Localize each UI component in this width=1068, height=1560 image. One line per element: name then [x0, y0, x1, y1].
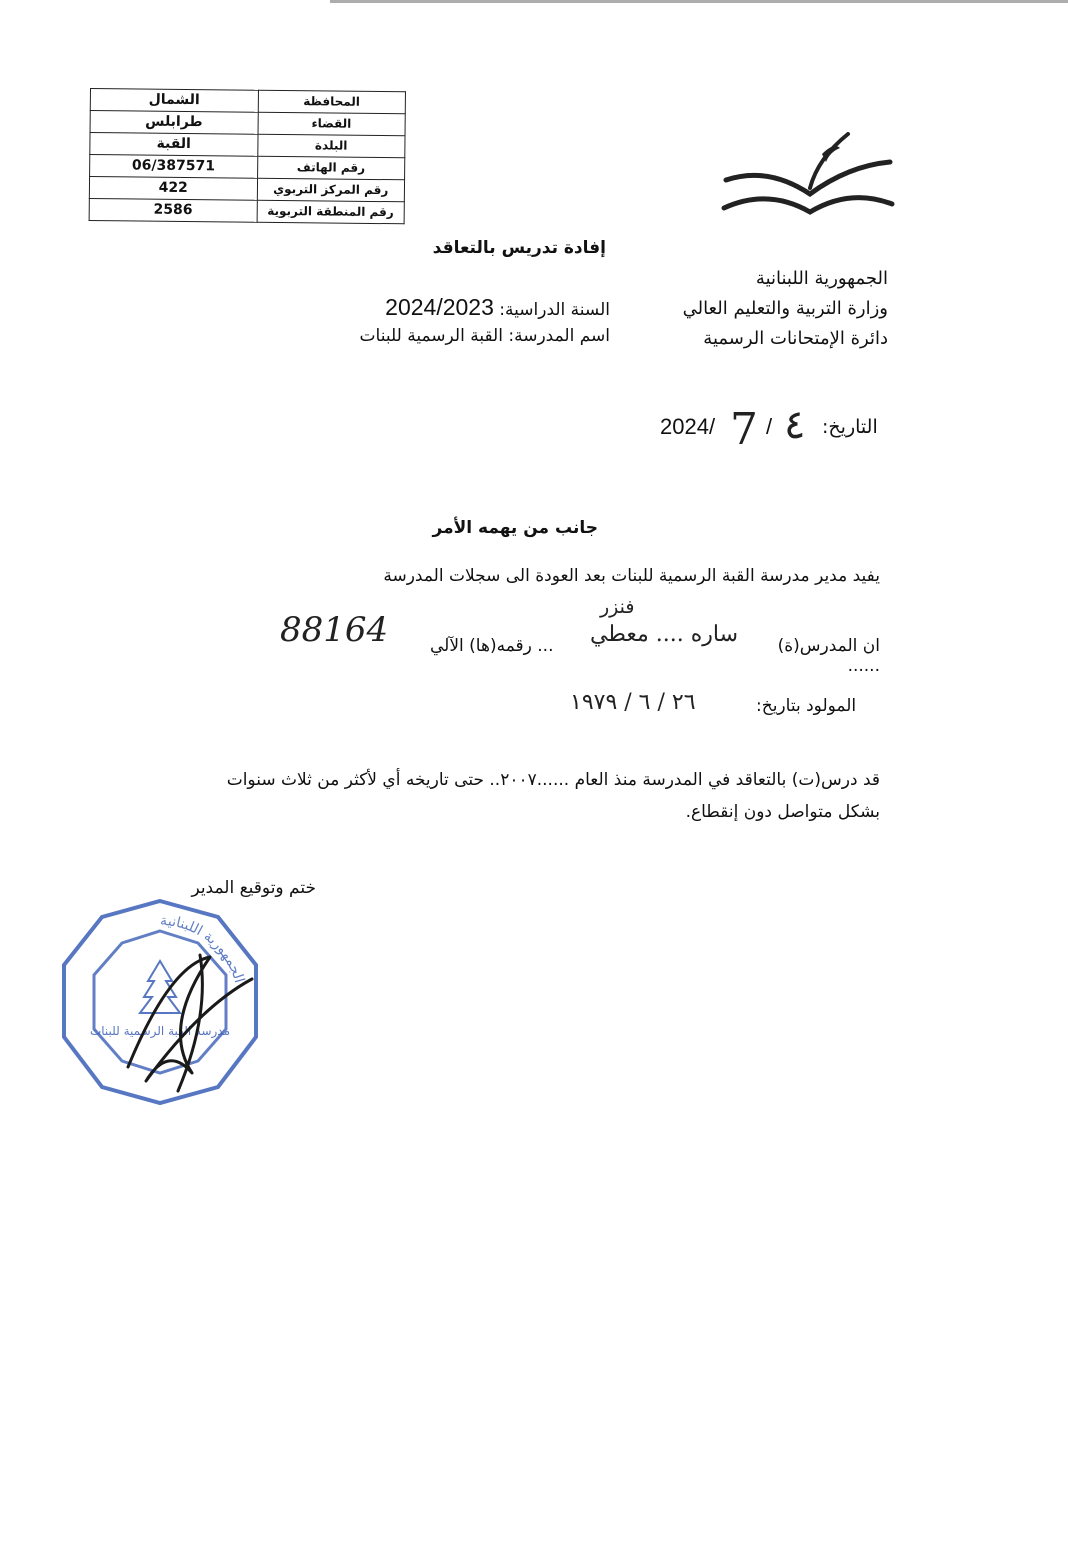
government-header — [620, 264, 888, 354]
date-day-handwritten: ٤ — [784, 402, 806, 448]
school-year-line — [300, 294, 610, 321]
table-label: البلدة — [257, 134, 405, 158]
teacher-name-extra-handwritten: فنزر — [600, 596, 635, 618]
teacher-name-handwritten: ساره .... معطي — [590, 622, 739, 647]
date-separator: / — [766, 414, 773, 439]
teacher-line — [280, 596, 880, 676]
republic-name: الجمهورية اللبنانية — [755, 268, 888, 289]
teacher-number-label: ... رقمه(ها) الآلي — [430, 636, 554, 656]
taught-line-2: بشكل متواصل دون إنقطاع. — [685, 802, 880, 822]
department-name: دائرة الإمتحانات الرسمية — [703, 328, 888, 349]
table-value: 06/387571 — [90, 155, 258, 179]
school-name-label: اسم المدرسة: — [508, 326, 610, 346]
scan-top-edge — [330, 0, 1068, 3]
school-name-line — [300, 326, 610, 346]
document-title: إفادة تدريس بالتعاقد — [432, 238, 606, 258]
date-line — [660, 402, 890, 466]
table-label: القضاء — [258, 112, 406, 136]
open-book-quill-icon — [718, 128, 896, 224]
table-label: رقم الهاتف — [257, 156, 405, 180]
date-month-handwritten: 7 — [730, 404, 758, 455]
teacher-prefix: ان المدرس(ة) ...... — [777, 636, 880, 676]
table-row — [90, 155, 405, 180]
salutation: جانب من يهمه الأمر — [432, 518, 598, 538]
table-label: المحافظة — [258, 90, 406, 114]
official-stamp-icon — [50, 895, 270, 1110]
school-name-value: القبة الرسمية للبنات — [359, 326, 503, 346]
ministry-name: وزارة التربية والتعليم العالي — [682, 298, 888, 319]
table-value: 2586 — [89, 198, 257, 222]
date-year: 2024/ — [660, 414, 716, 439]
signature-label: ختم وتوقيع المدير — [191, 878, 316, 898]
birth-line — [560, 690, 880, 730]
school-year-value: 2024/2023 — [385, 294, 494, 320]
birth-date-handwritten: ٢٦ / ٦ / ١٩٧٩ — [570, 690, 696, 715]
date-label: التاريخ: — [822, 416, 878, 438]
table-label: رقم المركز التربوي — [257, 178, 405, 202]
table-row — [89, 198, 404, 223]
stamp-ring-text: الجمهورية اللبنانية — [159, 912, 248, 985]
birth-label: المولود بتاريخ: — [756, 696, 857, 716]
table-value: القبة — [90, 133, 258, 157]
teacher-number-handwritten: 88164 — [280, 610, 389, 650]
stamp-center-text: مدرسة القبة الرسمية للبنات — [89, 1024, 231, 1038]
taught-line: قد درس(ت) بالتعاقد في المدرسة منذ العام ......٢٠٠٧.. حتى تاريخه أي لأكثر من ثلاث سنوات — [226, 770, 880, 790]
table-value: الشمال — [90, 89, 258, 113]
body-intro-line: يفيد مدير مدرسة القبة الرسمية للبنات بعد العودة الى سجلات المدرسة — [383, 566, 880, 586]
table-value: 422 — [89, 177, 257, 201]
school-info-table — [89, 88, 406, 224]
table-value: طرابلس — [90, 111, 258, 135]
school-year-label: السنة الدراسية: — [499, 300, 610, 320]
table-label: رقم المنطقة التربوية — [257, 200, 405, 224]
